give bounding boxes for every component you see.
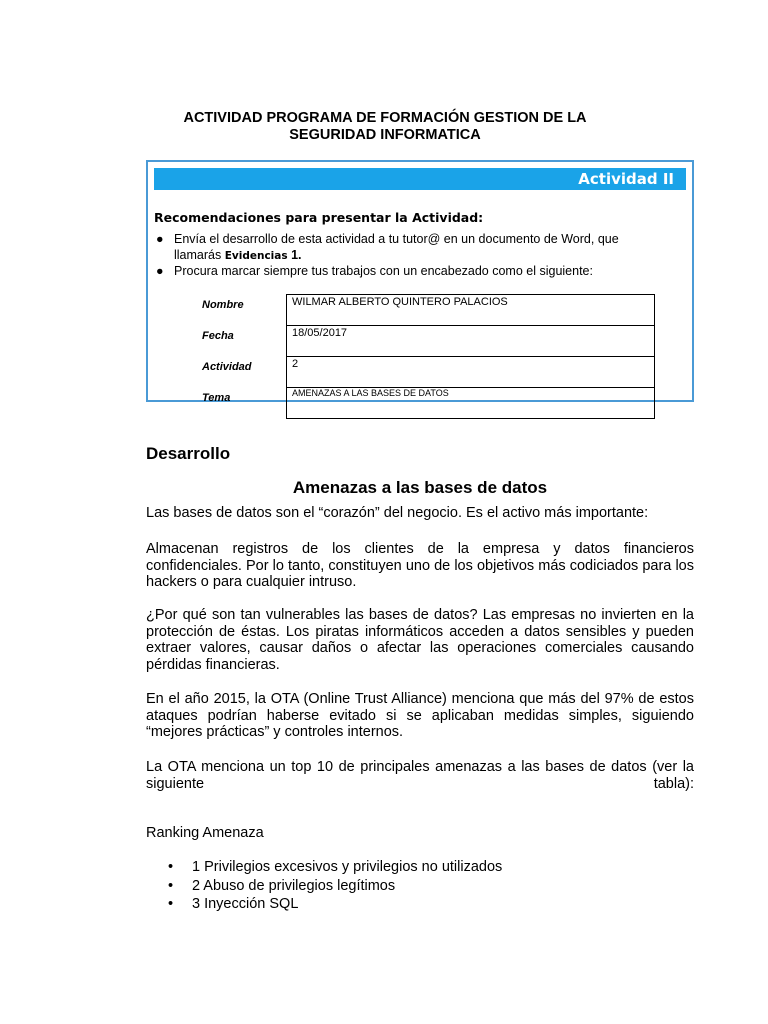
table-row <box>202 295 655 326</box>
evidencias-number: 1. <box>291 247 302 262</box>
list-item <box>154 264 654 280</box>
bullet-icon: ● <box>156 264 164 278</box>
paragraph: ¿Por qué son tan vulnerables las bases de datos? Las empresas no invierten en la protección de éstas. Los piratas informáticos acceden a datos sensibles y pueden extraer valores, causar daños o afectar las operaciones comerciales causando pérdidas financieras. <box>146 607 694 673</box>
activity-box <box>146 160 694 402</box>
header-value: 18/05/2017 <box>287 326 655 357</box>
header-label: Nombre <box>202 298 244 311</box>
bullet-icon: • <box>168 859 174 875</box>
header-label: Fecha <box>202 329 234 342</box>
ranking-list <box>168 858 502 914</box>
paragraph: Las bases de datos son el “corazón” del negocio. Es el activo más importante: <box>146 505 649 521</box>
paragraph: Almacenan registros de los clientes de la empresa y datos financieros confidenciales. Por lo tanto, constituyen uno de los objetivos más codiciados para los hackers o para cualquier intruso. <box>146 541 694 590</box>
list-item-text: 3 Inyección SQL <box>192 896 299 912</box>
paragraph: En el año 2015, la OTA (Online Trust Alliance) menciona que más del 97% de estos ataques podrían haberse evitado si se aplicaban medidas simples, siguiendo “mejores prácticas” y controles internos. <box>146 691 694 740</box>
bullet-icon: • <box>168 896 174 912</box>
list-item <box>168 858 502 877</box>
bullet-text: Procura marcar siempre tus trabajos con un encabezado como el siguiente: <box>174 264 593 278</box>
recommendations-list <box>154 232 654 280</box>
section-heading: Desarrollo <box>146 444 231 463</box>
document-title: ACTIVIDAD PROGRAMA DE FORMACIÓN GESTION DE LA SEGURIDAD INFORMATICA <box>183 110 587 143</box>
header-value: AMENAZAS A LAS BASES DE DATOS <box>287 388 655 419</box>
table-row <box>202 326 655 357</box>
list-item <box>154 232 654 264</box>
header-label: Actividad <box>202 360 252 373</box>
list-item-text: 2 Abuso de privilegios legítimos <box>192 877 396 894</box>
ranking-heading: Ranking Amenaza <box>146 825 264 841</box>
recommendations-title: Recomendaciones para presentar la Actividad: <box>154 210 484 225</box>
bullet-icon: ● <box>156 232 164 246</box>
evidencias-label: Evidencias <box>224 249 288 262</box>
bullet-icon: • <box>168 877 174 894</box>
list-item <box>168 877 502 896</box>
table-row <box>202 388 655 419</box>
header-table <box>202 294 655 419</box>
list-item <box>168 895 502 914</box>
list-item-text: 1 Privilegios excesivos y privilegios no utilizados <box>192 859 503 875</box>
header-label: Tema <box>202 391 231 404</box>
header-value: 2 <box>287 357 655 388</box>
activity-banner: Actividad II <box>154 168 686 190</box>
bullet-text: Envía el desarrollo de esta actividad a tu tutor@ en un documento de Word, que llamarás <box>174 232 619 262</box>
table-row <box>202 357 655 388</box>
header-value: WILMAR ALBERTO QUINTERO PALACIOS <box>287 295 655 326</box>
page-subtitle: Amenazas a las bases de datos <box>292 478 548 497</box>
paragraph: La OTA menciona un top 10 de principales amenazas a las bases de datos (ver la siguiente tabla): <box>146 759 694 792</box>
